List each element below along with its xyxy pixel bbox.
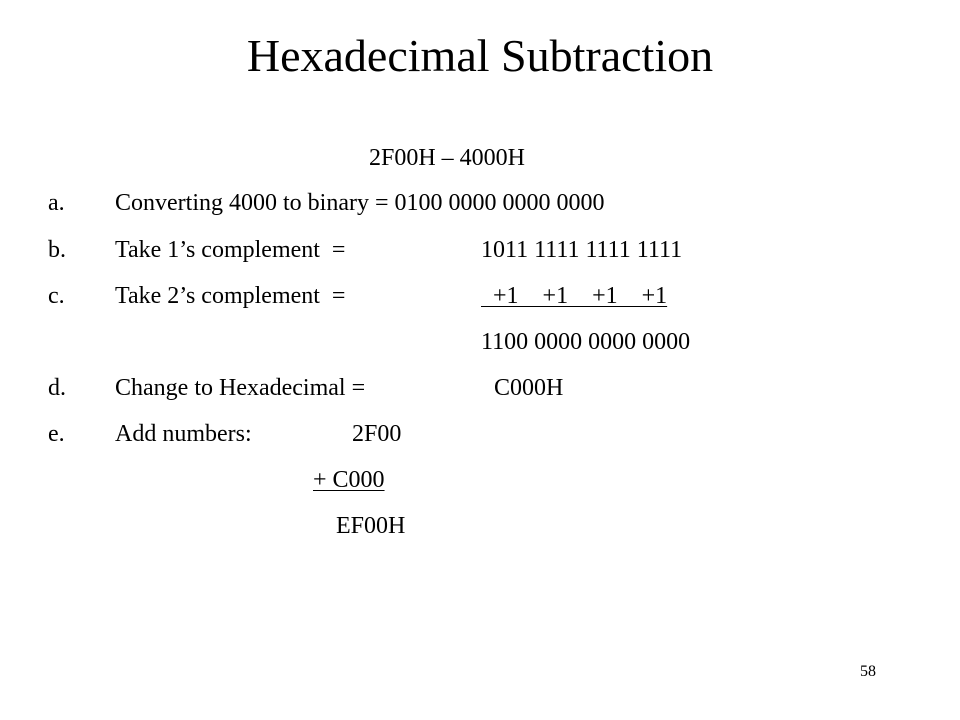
step-a-marker: a. bbox=[48, 190, 65, 216]
twos-complement-result: 1100 0000 0000 0000 bbox=[481, 329, 691, 355]
step-b-label: Take 1’s complement = bbox=[115, 237, 346, 263]
step-a-value: 0100 0000 0000 0000 bbox=[394, 190, 605, 216]
step-c-label: Take 2’s complement = bbox=[115, 283, 346, 309]
step-a-line bbox=[115, 188, 605, 218]
final-result: EF00H bbox=[336, 513, 406, 539]
addend: + C000 bbox=[313, 467, 385, 493]
step-b-marker: b. bbox=[48, 237, 66, 263]
step-e-marker: e. bbox=[48, 421, 65, 447]
problem-statement: 2F00H – 4000H bbox=[369, 145, 526, 171]
step-d-marker: d. bbox=[48, 375, 66, 401]
step-d-label: Change to Hexadecimal = bbox=[115, 375, 366, 401]
step-c-value: +1 +1 +1 +1 bbox=[481, 283, 668, 309]
step-d-value: C000H bbox=[494, 375, 564, 401]
step-e-value: 2F00 bbox=[352, 421, 402, 447]
slide-number: 58 bbox=[860, 663, 876, 680]
step-c-marker: c. bbox=[48, 283, 65, 309]
step-a-label: Converting 4000 to binary = bbox=[115, 190, 389, 216]
step-b-value: 1011 1111 1111 1111 bbox=[481, 237, 683, 263]
slide-title: Hexadecimal Subtraction bbox=[246, 30, 714, 81]
step-e-label: Add numbers: bbox=[115, 421, 252, 447]
